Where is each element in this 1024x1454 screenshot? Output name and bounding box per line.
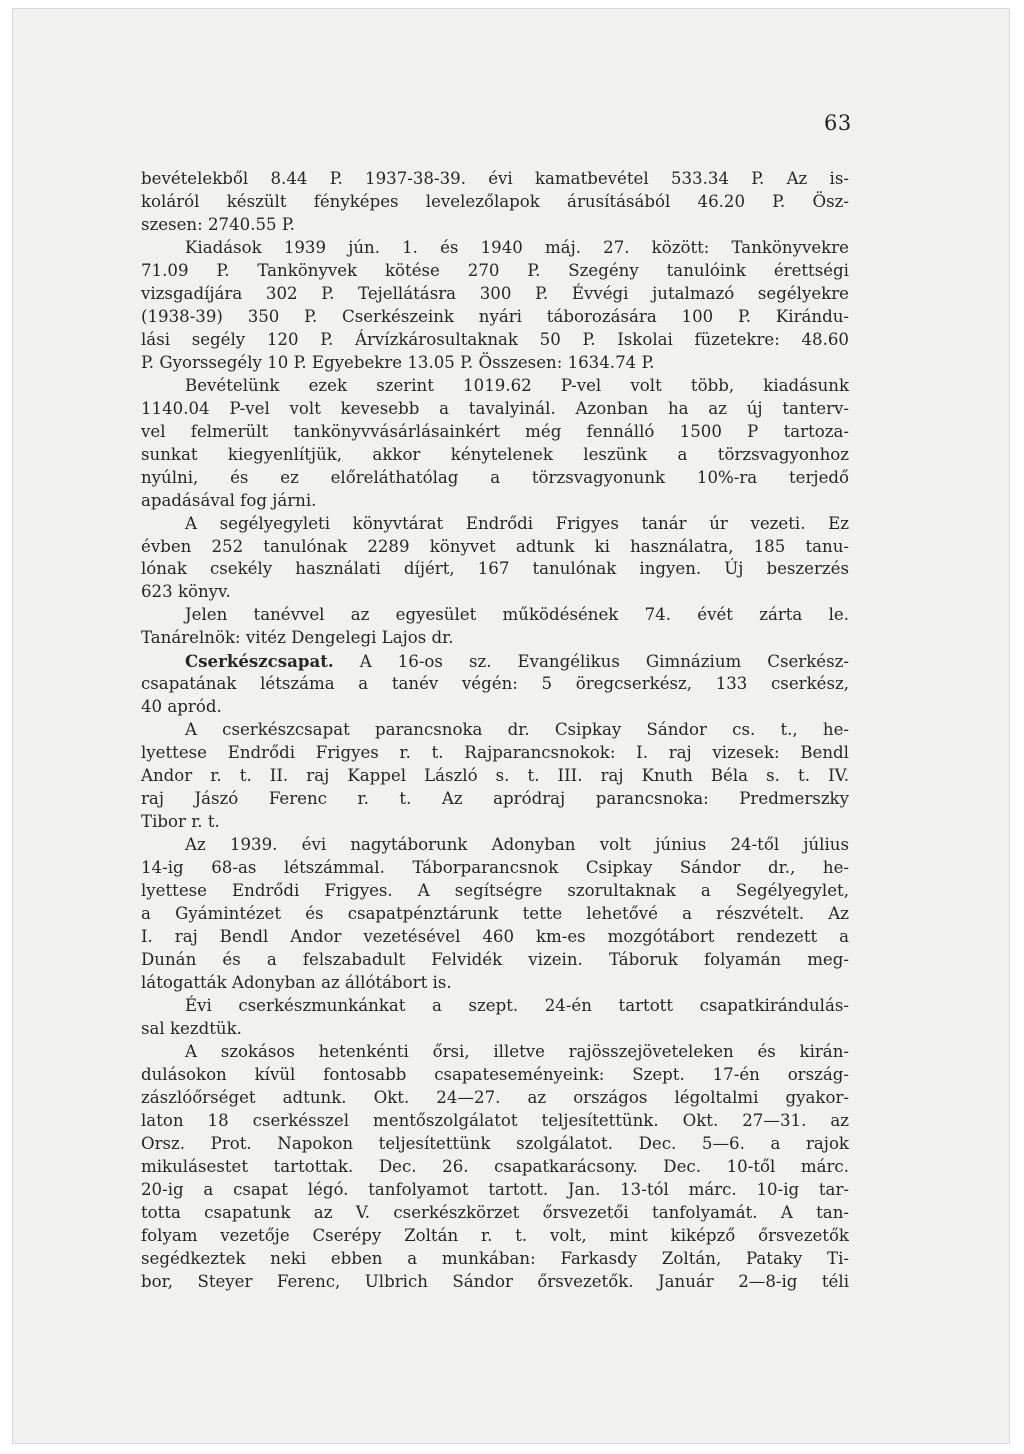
line-text: I. raj Bendl Andor vezetésével 460 km-es mozgótábort rendezett a	[141, 926, 849, 946]
text-line	[141, 627, 849, 650]
line-text: 20-ig a csapat légó. tanfolyamot tartott. Jan. 13-tól márc. 10-ig tar-	[141, 1179, 849, 1199]
text-line	[141, 260, 849, 283]
text-line	[141, 903, 849, 926]
text-line	[141, 673, 849, 696]
text-line	[141, 398, 849, 421]
text-line	[141, 467, 849, 490]
line-text: A 16-os sz. Evangélikus Gimnázium Cserkész-	[333, 652, 849, 672]
text-line	[141, 880, 849, 903]
line-text: a Gyámintézet és csapatpénztárunk tette lehetővé a részvételt. Az	[141, 904, 849, 923]
line-text: sal kezdtük.	[141, 1018, 242, 1038]
line-text: koláról készült fényképes levelezőlapok árusításából 46.20 P. Ösz-	[141, 191, 849, 211]
line-text: évben 252 tanulónak 2289 könyvet adtunk ki használatra, 185 tanu-	[141, 536, 849, 556]
text-line	[141, 719, 849, 742]
line-text: sunkat kiegyenlítjük, akkor kénytelenek leszünk a törzsvagyonhoz	[141, 444, 849, 464]
text-line	[141, 513, 849, 536]
text-line	[141, 306, 849, 329]
text-line	[141, 811, 849, 834]
line-text: 40 apród.	[141, 697, 222, 717]
text-line	[141, 1064, 849, 1087]
text-line	[141, 696, 849, 719]
text-line	[141, 949, 849, 972]
line-text: Jelen tanévvel az egyesület működésének 74. évét zárta le.	[185, 605, 849, 625]
text-line	[141, 191, 849, 214]
line-text: folyam vezetője Cserépy Zoltán r. t. volt, mint kiképző őrsvezetők	[141, 1225, 849, 1245]
line-text: Dunán és a felszabadult Felvidék vizein. Táboruk folyamán meg-	[141, 949, 849, 969]
section-heading: Cserkészcsapat.	[185, 651, 334, 672]
text-line	[141, 765, 849, 788]
line-text: 14-ig 68-as létszámmal. Táborparancsnok Csipkay Sándor dr., he-	[141, 858, 849, 878]
text-line	[141, 1087, 849, 1110]
line-text: nyúlni, és ez előreláthatólag a törzsvagyonunk 10%-ra terjedő	[141, 467, 849, 487]
text-line	[141, 650, 849, 673]
text-line	[141, 375, 849, 398]
line-text: bor, Steyer Ferenc, Ulbrich Sándor őrsvezetők. Január 2—8-ig téli	[141, 1271, 849, 1291]
text-line	[141, 742, 849, 765]
text-line	[141, 1202, 849, 1225]
text-line	[141, 237, 849, 260]
line-text: Tibor r. t.	[141, 812, 220, 832]
text-line	[141, 1156, 849, 1179]
text-line	[141, 421, 849, 444]
line-text: 71.09 P. Tankönyvek kötése 270 P. Szegény tanulóink érettségi	[141, 260, 849, 280]
text-line	[141, 1041, 849, 1064]
text-line	[141, 1133, 849, 1156]
line-text: Évi cserkészmunkánkat a szept. 24-én tartott csapatkirándulás-	[185, 995, 849, 1015]
line-text: bevételekből 8.44 P. 1937-38-39. évi kamatbevétel 533.34 P. Az is-	[141, 169, 849, 188]
text-line	[141, 329, 849, 352]
line-text: A szokásos hetenkénti őrsi, illetve rajösszejöveteleken és kirán-	[185, 1041, 849, 1061]
line-text: 1140.04 P-vel volt kevesebb a tavalyinál. Azonban ha az új tanterv-	[141, 398, 849, 418]
line-text: vizsgadíjára 302 P. Tejellátásra 300 P. Évvégi jutalmazó segélyekre	[141, 283, 849, 303]
line-text: raj Jászó Ferenc r. t. Az apródraj parancsnoka: Predmerszky	[141, 789, 849, 809]
text-line	[141, 283, 849, 306]
line-text: csapatának létszáma a tanév végén: 5 öregcserkész, 133 cserkész,	[141, 674, 849, 694]
body-text	[141, 168, 849, 1293]
line-text: P. Gyorssegély 10 P. Egyebekre 13.05 P. Összesen: 1634.74 P.	[141, 352, 655, 372]
line-text: lónak csekély használati díjért, 167 tanulónak ingyen. Új beszerzés	[141, 559, 849, 579]
text-line	[141, 1271, 849, 1294]
line-text: A cserkészcsapat parancsnoka dr. Csipkay Sándor cs. t., he-	[185, 720, 849, 740]
text-line	[141, 926, 849, 949]
line-text: 623 könyv.	[141, 582, 231, 602]
text-line	[141, 1225, 849, 1248]
line-text: vel felmerült tankönyvvásárlásainkért még fennálló 1500 P tartoza-	[141, 421, 849, 441]
line-text: A segélyegyleti könyvtárat Endrődi Frigyes tanár úr vezeti. Ez	[185, 513, 849, 533]
line-text: (1938-39) 350 P. Cserkészeink nyári táborozására 100 P. Kirándu-	[141, 306, 849, 326]
line-text: zászlóőrséget adtunk. Okt. 24—27. az országos légoltalmi gyakor-	[141, 1087, 849, 1107]
text-line	[141, 214, 849, 237]
text-line	[141, 558, 849, 581]
text-line	[141, 352, 849, 375]
text-line	[141, 972, 849, 995]
text-line	[141, 168, 849, 191]
text-line	[141, 581, 849, 604]
text-line	[141, 1248, 849, 1271]
line-text: Az 1939. évi nagytáborunk Adonyban volt június 24-től július	[185, 835, 849, 855]
line-text: látogatták Adonyban az állótábort is.	[141, 972, 452, 992]
page-number: 63	[824, 111, 852, 135]
text-line	[141, 490, 849, 513]
text-line	[141, 604, 849, 627]
text-line	[141, 1018, 849, 1041]
line-text: szesen: 2740.55 P.	[141, 214, 295, 234]
text-line	[141, 834, 849, 857]
line-text: lyettese Endrődi Frigyes r. t. Rajparancsnokok: I. raj vizesek: Bendl	[141, 743, 849, 763]
line-text: Orsz. Prot. Napokon teljesítettünk szolgálatot. Dec. 5—6. a rajok	[141, 1133, 849, 1153]
text-line	[141, 995, 849, 1018]
line-text: laton 18 cserkésszel mentőszolgálatot teljesítettünk. Okt. 27—31. az	[141, 1110, 849, 1130]
line-text: dulásokon kívül fontosabb csapateseményeink: Szept. 17-én ország-	[141, 1064, 849, 1084]
text-line	[141, 536, 849, 559]
text-line	[141, 1110, 849, 1133]
line-text: lyettese Endrődi Frigyes. A segítségre szorultaknak a Segélyegylet,	[141, 881, 849, 901]
line-text: apadásával fog járni.	[141, 490, 317, 510]
line-text: totta csapatunk az V. cserkészkörzet őrsvezetői tanfolyamát. A tan-	[141, 1202, 849, 1222]
line-text: mikulásestet tartottak. Dec. 26. csapatkarácsony. Dec. 10-től márc.	[141, 1156, 849, 1176]
text-line	[141, 1179, 849, 1202]
line-text: segédkeztek neki ebben a munkában: Farkasdy Zoltán, Pataky Ti-	[141, 1248, 849, 1268]
text-line	[141, 444, 849, 467]
line-text: Andor r. t. II. raj Kappel László s. t. III. raj Knuth Béla s. t. IV.	[141, 766, 849, 786]
text-line	[141, 857, 849, 880]
text-line	[141, 788, 849, 811]
line-text: Tanárelnök: vitéz Dengelegi Lajos dr.	[141, 628, 454, 648]
line-text: Bevételünk ezek szerint 1019.62 P-vel volt több, kiadásunk	[185, 375, 849, 395]
line-text: lási segély 120 P. Árvízkárosultaknak 50 P. Iskolai füzetekre: 48.60	[141, 329, 849, 349]
line-text: Kiadások 1939 jún. 1. és 1940 máj. 27. között: Tankönyvekre	[185, 237, 849, 257]
